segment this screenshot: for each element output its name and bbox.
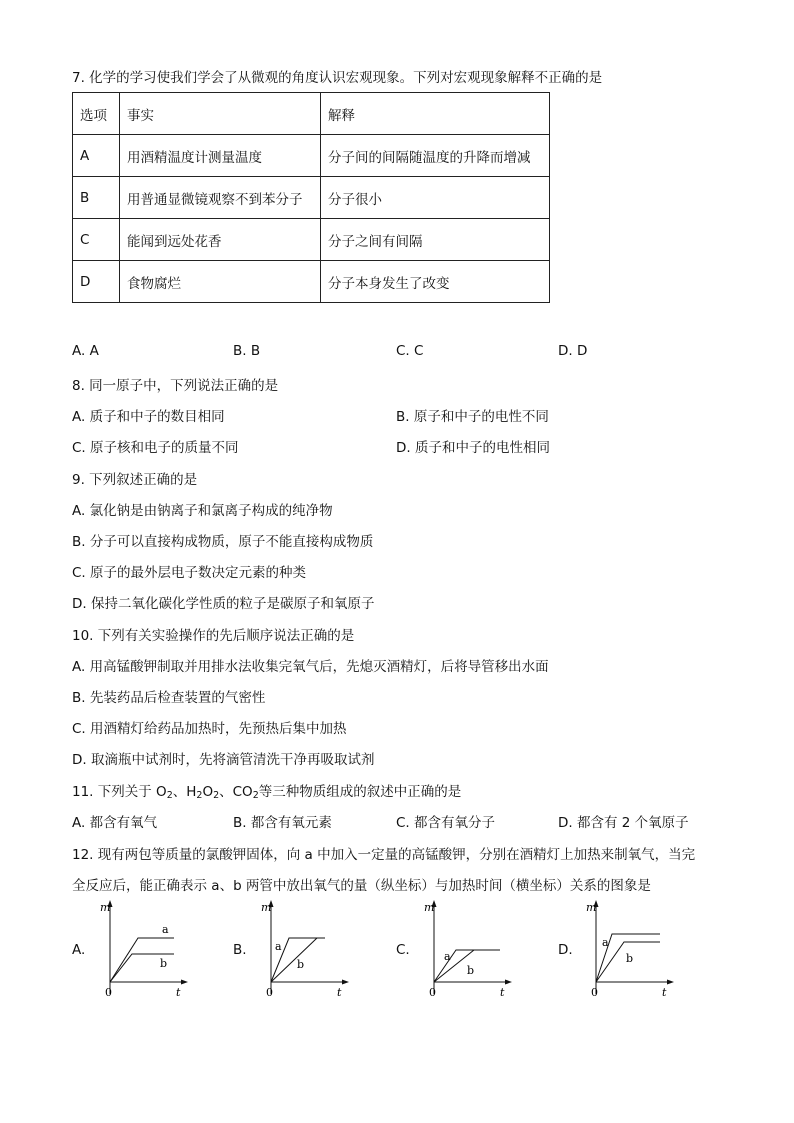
table-row: [73, 261, 550, 303]
table-cell: 分子之间有间隔: [321, 219, 550, 261]
q12-stem-line2: 全反应后，能正确表示 a、b 两管中放出氧气的量（纵坐标）与加热时间（横坐标）关系的图象是: [72, 878, 651, 894]
axis-x-label: t: [176, 986, 181, 999]
subscript: 2: [213, 790, 220, 801]
table-cell: 分子很小: [321, 177, 550, 219]
table-cell: A: [73, 135, 120, 177]
header-explanation: 解释: [321, 93, 550, 135]
q11-stem: [72, 780, 461, 801]
axis-x-label: t: [337, 986, 342, 999]
table-row: [73, 219, 550, 261]
q11-option-b[interactable]: B. 都含有氧元素: [233, 815, 332, 831]
q12-graph-a[interactable]: [98, 898, 188, 1004]
q11-option-a[interactable]: A. 都含有氧气: [72, 815, 158, 831]
axis-x-label: t: [662, 986, 667, 999]
q7-option-d[interactable]: D. D: [558, 343, 588, 359]
q9-stem: 9. 下列叙述正确的是: [72, 472, 198, 488]
table-cell: 用普通显微镜观察不到苯分子: [120, 177, 321, 219]
axis-y-label: m: [261, 901, 272, 914]
q10-option-b[interactable]: B. 先装药品后检查装置的气密性: [72, 690, 266, 706]
header-fact: 事实: [120, 93, 321, 135]
q12-graph-c[interactable]: [422, 898, 512, 1004]
q9-option-b[interactable]: B. 分子可以直接构成物质，原子不能直接构成物质: [72, 534, 374, 550]
q7-stem: 7. 化学的学习使我们学会了从微观的角度认识宏观现象。下列对宏观现象解释不正确的是: [72, 70, 603, 86]
origin-label: 0: [105, 986, 112, 999]
q11-stem-text: 等三种物质组成的叙述中正确的是: [258, 784, 462, 800]
q10-option-c[interactable]: C. 用酒精灯给药品加热时，先预热后集中加热: [72, 721, 347, 737]
table-header-row: [73, 93, 550, 135]
q7-option-a[interactable]: A. A: [72, 343, 99, 359]
curve-a-label: a: [444, 950, 451, 963]
q11-option-c[interactable]: C. 都含有氧分子: [396, 815, 496, 831]
curve-b-label: b: [160, 957, 168, 970]
q8-option-b[interactable]: B. 原子和中子的电性不同: [396, 409, 549, 425]
table-cell: 食物腐烂: [120, 261, 321, 303]
q12-option-c-label[interactable]: C.: [396, 942, 410, 958]
q12-option-b-label[interactable]: B.: [233, 942, 247, 958]
q9-option-c[interactable]: C. 原子的最外层电子数决定元素的种类: [72, 565, 307, 581]
q8-stem: 8. 同一原子中，下列说法正确的是: [72, 378, 279, 394]
q12-graph-d[interactable]: [584, 898, 674, 1004]
header-option: 选项: [73, 93, 120, 135]
curve-a-label: a: [275, 940, 282, 953]
origin-label: 0: [591, 986, 598, 999]
table-cell: D: [73, 261, 120, 303]
q12-graph-b[interactable]: [259, 898, 349, 1004]
table-cell: 能闻到远处花香: [120, 219, 321, 261]
origin-label: 0: [266, 986, 273, 999]
axis-y-label: m: [586, 901, 597, 914]
curve-a-label: a: [162, 923, 169, 936]
table-cell: B: [73, 177, 120, 219]
q7-option-c[interactable]: C. C: [396, 343, 424, 359]
q8-option-a[interactable]: A. 质子和中子的数目相同: [72, 409, 225, 425]
q10-option-a[interactable]: A. 用高锰酸钾制取并用排水法收集完氧气后，先熄灭酒精灯，后将导管移出水面: [72, 659, 549, 675]
subscript: 2: [196, 790, 203, 801]
curve-a-label: a: [602, 936, 609, 949]
q11-stem-text: 11. 下列关于 O: [72, 784, 167, 800]
table-cell: 用酒精温度计测量温度: [120, 135, 321, 177]
q7-table: [72, 92, 550, 303]
q9-option-d[interactable]: D. 保持二氧化碳化学性质的粒子是碳原子和氧原子: [72, 596, 375, 612]
axis-y-label: m: [424, 901, 435, 914]
origin-label: 0: [429, 986, 436, 999]
table-row: [73, 135, 550, 177]
q9-option-a[interactable]: A. 氯化钠是由钠离子和氯离子构成的纯净物: [72, 503, 333, 519]
q10-stem: 10. 下列有关实验操作的先后顺序说法正确的是: [72, 628, 355, 644]
axis-y-label: m: [100, 901, 111, 914]
curve-b-label: b: [467, 964, 475, 977]
q11-stem-text: 、H: [172, 784, 197, 800]
curve-b-label: b: [626, 952, 634, 965]
q11-stem-text: 、CO: [219, 784, 253, 800]
table-cell: C: [73, 219, 120, 261]
q8-option-c[interactable]: C. 原子核和电子的质量不同: [72, 440, 239, 456]
subscript: 2: [252, 790, 259, 801]
axis-x-label: t: [500, 986, 505, 999]
q7-option-b[interactable]: B. B: [233, 343, 261, 359]
q11-option-d[interactable]: D. 都含有 2 个氧原子: [558, 815, 689, 831]
q12-option-a-label[interactable]: A.: [72, 942, 86, 958]
curve-b-label: b: [297, 958, 305, 971]
table-row: [73, 177, 550, 219]
q10-option-d[interactable]: D. 取滴瓶中试剂时，先将滴管清洗干净再吸取试剂: [72, 752, 375, 768]
table-cell: 分子间的间隔随温度的升降而增减: [321, 135, 550, 177]
subscript: 2: [166, 790, 173, 801]
q12-stem-line1: 12. 现有两包等质量的氯酸钾固体，向 a 中加入一定量的高锰酸钾，分别在酒精灯上加热来制氧气，当完: [72, 847, 696, 863]
q11-stem-text: O: [202, 784, 214, 800]
q8-option-d[interactable]: D. 质子和中子的电性相同: [396, 440, 550, 456]
q12-option-d-label[interactable]: D.: [558, 942, 573, 958]
table-cell: 分子本身发生了改变: [321, 261, 550, 303]
